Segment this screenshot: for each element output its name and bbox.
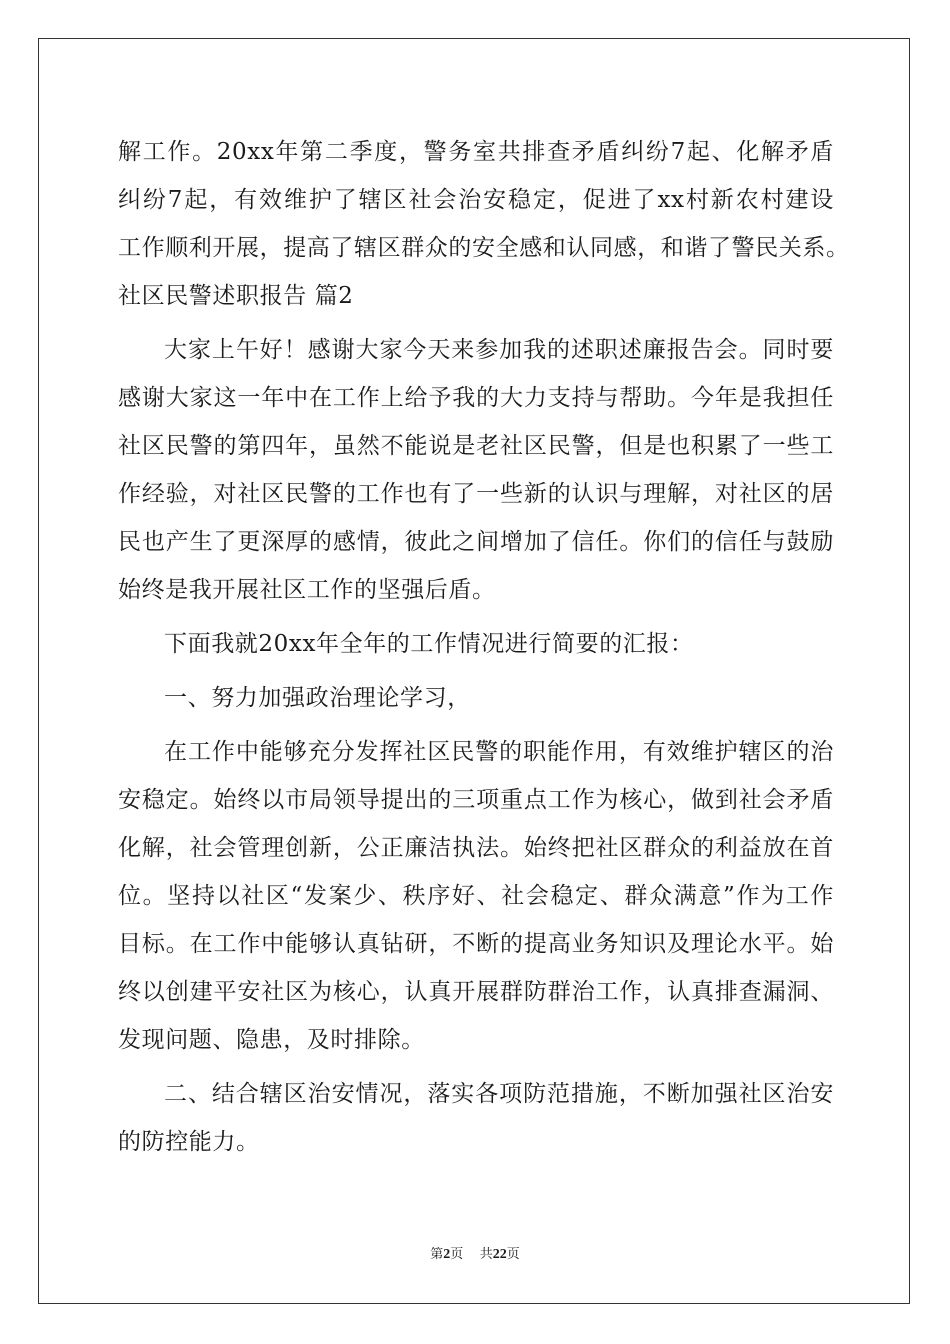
text-line: 作经验，对社区民警的工作也有了一些新的认识与理解，对社区的居 <box>118 481 834 507</box>
text-line: 位。坚持以社区“发案少、秩序好、社会稳定、群众满意”作为工作 <box>118 883 834 909</box>
text-line: 目标。在工作中能够认真钻研，不断的提高业务知识及理论水平。始 <box>118 931 834 957</box>
footer-total-prefix: 共 <box>479 1247 493 1262</box>
text-line: 终以创建平安社区为核心，认真开展群防群治工作，认真排查漏洞、 <box>118 979 834 1005</box>
text-line: 下面我就20xx年全年的工作情况进行简要的汇报： <box>164 631 694 657</box>
footer-total-pages: 22 <box>492 1247 507 1262</box>
text-line: 二、结合辖区治安情况，落实各项防范措施，不断加强社区治安 <box>164 1081 834 1107</box>
section-heading: 社区民警述职报告 篇2 <box>118 283 354 309</box>
text-line: 感谢大家这一年中在工作上给予我的大力支持与帮助。今年是我担任 <box>118 385 834 411</box>
text-line: 一、努力加强政治理论学习， <box>164 685 471 711</box>
text-line: 民也产生了更深厚的感情，彼此之间增加了信任。你们的信任与鼓励 <box>118 529 834 555</box>
text-line: 的防控能力。 <box>118 1129 260 1155</box>
footer-page-suffix: 页 <box>450 1247 464 1262</box>
text-line: 工作顺利开展，提高了辖区群众的安全感和认同感，和谐了警民关系。 <box>118 235 850 261</box>
text-line: 解工作。20xx年第二季度，警务室共排查矛盾纠纷7起、化解矛盾 <box>118 139 834 165</box>
footer-page-prefix: 第 <box>430 1247 444 1262</box>
text-line: 始终是我开展社区工作的坚强后盾。 <box>118 577 496 603</box>
text-line: 社区民警的第四年，虽然不能说是老社区民警，但是也积累了一些工 <box>118 433 834 459</box>
text-line: 安稳定。始终以市局领导提出的三项重点工作为核心，做到社会矛盾 <box>118 787 834 813</box>
text-line: 在工作中能够充分发挥社区民警的职能作用，有效维护辖区的治 <box>164 739 834 765</box>
footer-total-suffix: 页 <box>506 1247 520 1262</box>
document-body <box>118 128 850 1166</box>
page-footer <box>0 1246 950 1264</box>
text-line: 发现问题、隐患，及时排除。 <box>118 1027 425 1053</box>
text-line: 纠纷7起，有效维护了辖区社会治安稳定，促进了xx村新农村建设 <box>118 187 834 213</box>
footer-page-number: 2 <box>443 1247 451 1262</box>
text-line: 大家上午好！感谢大家今天来参加我的述职述廉报告会。同时要 <box>164 337 834 363</box>
text-line: 化解，社会管理创新，公正廉洁执法。始终把社区群众的利益放在首 <box>118 835 834 861</box>
